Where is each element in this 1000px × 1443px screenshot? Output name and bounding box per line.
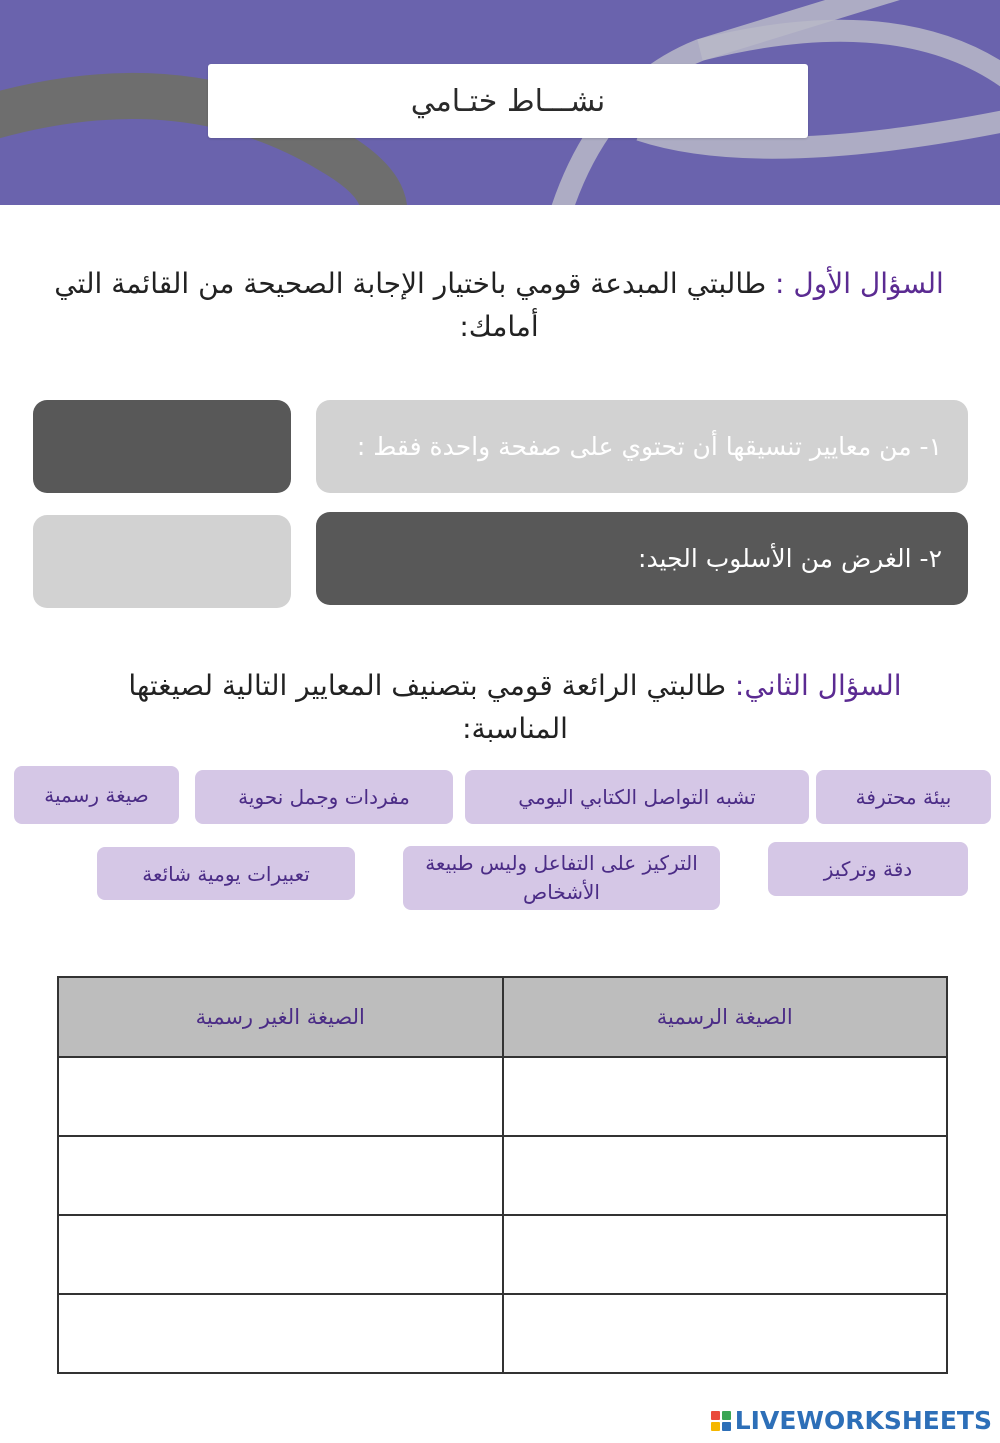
logo-square-green: [722, 1411, 731, 1420]
drop-cell[interactable]: [58, 1057, 503, 1136]
question-1-item-2-text: ٢- الغرض من الأسلوب الجيد:: [638, 543, 942, 573]
question-1-item-2: [316, 512, 968, 605]
drop-cell[interactable]: [503, 1057, 948, 1136]
liveworksheets-logo: [711, 1406, 992, 1435]
drop-cell[interactable]: [503, 1215, 948, 1294]
drag-chip-2[interactable]: تشبه التواصل الكتابي اليومي: [465, 770, 809, 824]
drag-chip-7[interactable]: تعبيرات يومية شائعة: [97, 847, 355, 900]
question-1-prompt: طالبتي المبدعة قومي باختيار الإجابة الصحيحة من القائمة التي أمامك:: [54, 267, 776, 343]
table-header-row: [58, 977, 947, 1057]
table-row: [58, 1215, 947, 1294]
column-header-formal: الصيغة الرسمية: [503, 977, 948, 1057]
drag-chip-1[interactable]: بيئة محترفة: [816, 770, 991, 824]
table-row: [58, 1294, 947, 1373]
table-row: [58, 1057, 947, 1136]
table-row: [58, 1136, 947, 1215]
liveworksheets-icon: [711, 1411, 731, 1431]
drop-cell[interactable]: [58, 1294, 503, 1373]
drag-chip-6[interactable]: التركيز على التفاعل وليس طبيعة الأشخاص: [403, 846, 720, 910]
brand-name: LIVEWORKSHEETS: [734, 1406, 992, 1435]
question-1-text: [20, 262, 978, 348]
column-header-informal: الصيغة الغير رسمية: [58, 977, 503, 1057]
logo-square-red: [711, 1411, 720, 1420]
question-1-label: السؤال الأول :: [775, 267, 944, 300]
title-box: [208, 64, 808, 138]
question-2-prompt: طالبتي الرائعة قومي بتصنيف المعايير التالية لصيغتها المناسبة:: [128, 669, 735, 745]
page-title: نشـــاط ختـامي: [410, 83, 606, 119]
answer-dropdown-1[interactable]: [33, 400, 291, 493]
header-banner: [0, 0, 1000, 205]
question-2-text: [80, 664, 950, 750]
drop-cell[interactable]: [58, 1136, 503, 1215]
question-2-label: السؤال الثاني:: [734, 669, 902, 702]
logo-square-yellow: [711, 1422, 720, 1431]
drop-cell[interactable]: [503, 1136, 948, 1215]
drag-chip-3[interactable]: مفردات وجمل نحوية: [195, 770, 453, 824]
drop-cell[interactable]: [503, 1294, 948, 1373]
answer-dropdown-2[interactable]: [33, 515, 291, 608]
drag-chip-5[interactable]: دقة وتركيز: [768, 842, 968, 896]
drop-cell[interactable]: [58, 1215, 503, 1294]
classification-table: [57, 976, 948, 1374]
drag-chip-4[interactable]: صيغة رسمية: [14, 766, 179, 824]
question-1-item-1: [316, 400, 968, 493]
question-1-item-1-text: ١- من معايير تنسيقها أن تحتوي على صفحة واحدة فقط :: [356, 431, 942, 461]
logo-square-blue: [722, 1422, 731, 1431]
